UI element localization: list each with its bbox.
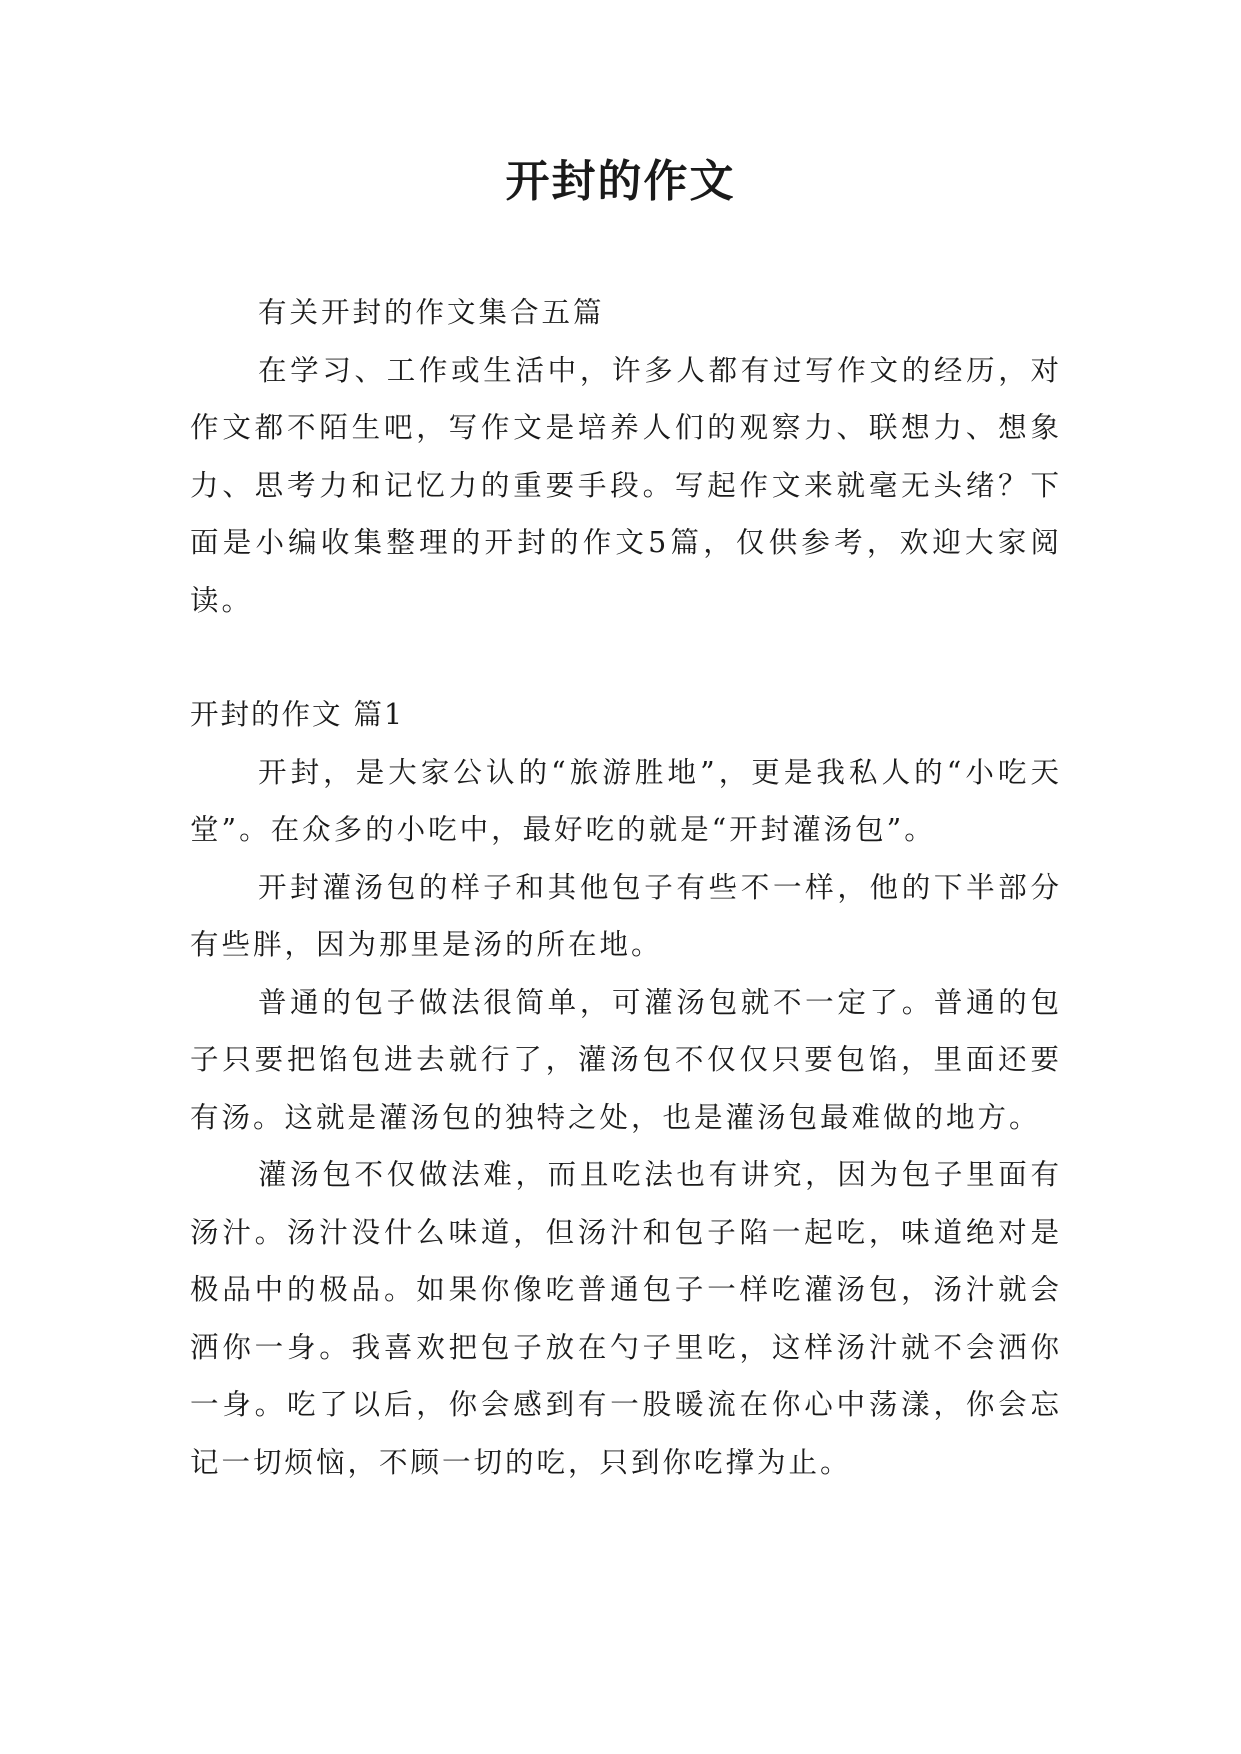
section-spacer (190, 629, 1062, 686)
section-heading: 开封的作文 篇1 (190, 698, 405, 731)
document-subtitle: 有关开封的作文集合五篇 (258, 296, 605, 329)
essay-paragraph: 灌汤包不仅做法难，而且吃法也有讲究，因为包子里面有汤汁。汤汁没什么味道，但汤汁和包子陷一起吃，味道绝对是极品中的极品。如果你像吃普通包子一样吃灌汤包，汤汁就会洒你一身。我喜欢把包子放在勺子里吃，这样汤汁就不会洒你一身。吃了以后，你会感到有一股暖流在你心中荡漾，你会忘记一切烦恼，不顾一切的吃，只到你吃撑为止。 (190, 1158, 1062, 1479)
essay-paragraph: 开封灌汤包的样子和其他包子有些不一样，他的下半部分有些胖，因为那里是汤的所在地。 (190, 870, 1062, 961)
essay-paragraph: 普通的包子做法很简单，可灌汤包就不一定了。普通的包子只要把馅包进去就行了，灌汤包不仅仅只要包馅，里面还要有汤。这就是灌汤包的独特之处，也是灌汤包最难做的地方。 (190, 985, 1062, 1134)
intro-paragraph: 在学习、工作或生活中，许多人都有过写作文的经历，对作文都不陌生吧，写作文是培养人们的观察力、联想力、想象力、思考力和记忆力的重要手段。写起作文来就毫无头绪？下面是小编收集整理的开封的作文5篇，仅供参考，欢迎大家阅读。 (190, 353, 1062, 617)
essay-paragraph: 开封，是大家公认的“旅游胜地”，更是我私人的“小吃天堂”。在众多的小吃中，最好吃的就是“开封灌汤包”。 (190, 755, 1062, 846)
document-body (190, 284, 1062, 1491)
document-title: 开封的作文 (505, 156, 736, 207)
